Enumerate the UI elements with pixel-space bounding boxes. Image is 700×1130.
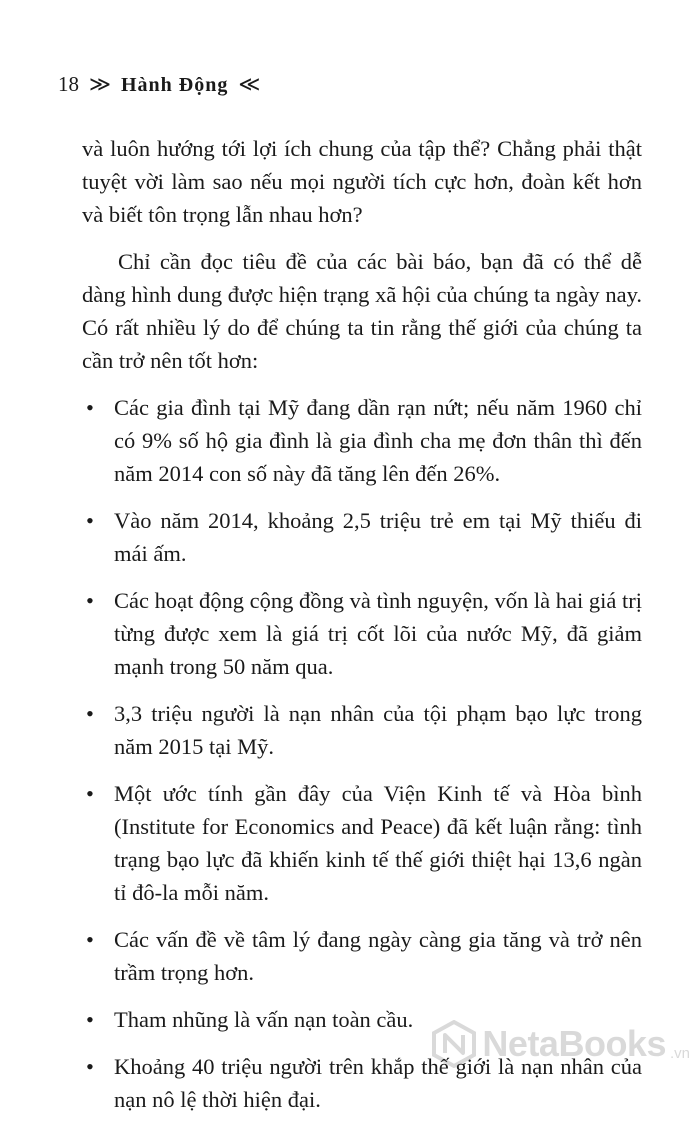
watermark <box>430 1020 690 1068</box>
chapter-title: Hành Động <box>120 74 229 96</box>
bullet-icon: • <box>86 1054 94 1079</box>
list-item <box>82 923 642 989</box>
watermark-domain-suffix: .vn <box>669 1045 690 1062</box>
bullet-icon: • <box>86 1007 94 1032</box>
paragraph: Chỉ cần đọc tiêu đề của các bài báo, bạn đã có thể dễ dàng hình dung được hiện trạng xã hội của chúng ta ngày nay. Có rất nhiều lý do để chúng ta tin rằng thế giới của chúng ta cần trở nên tốt hơn: <box>82 249 642 373</box>
list-item-text: Vào năm 2014, khoảng 2,5 triệu trẻ em tại Mỹ thiếu đi mái ấm. <box>114 508 642 566</box>
list-item-text: Các gia đình tại Mỹ đang dần rạn nứt; nếu năm 1960 chỉ có 9% số hộ gia đình là gia đình cha mẹ đơn thân thì đến năm 2014 con số này đã tăng lên đến 26%. <box>114 395 642 486</box>
paragraph: và luôn hướng tới lợi ích chung của tập thể? Chẳng phải thật tuyệt vời làm sao nếu mọi người tích cực hơn, đoàn kết hơn và biết tôn trọng lẫn nhau hơn? <box>82 136 642 227</box>
list-item <box>82 504 642 570</box>
bullet-icon: • <box>86 927 94 952</box>
list-item <box>82 584 642 683</box>
bullet-list <box>82 391 642 1116</box>
list-item <box>82 777 642 909</box>
list-item-text: Tham nhũng là vấn nạn toàn cầu. <box>114 1007 414 1032</box>
list-item <box>82 697 642 763</box>
bullet-icon: • <box>86 701 94 726</box>
page-number: 18 <box>58 72 79 96</box>
chapter-mark-right: ≪ <box>238 72 261 96</box>
bullet-icon: • <box>86 588 94 613</box>
bullet-icon: • <box>86 781 94 806</box>
list-item-text: Một ước tính gần đây của Viện Kinh tế và Hòa bình (Institute for Economics and Peace) đã kết luận rằng: tình trạng bạo lực đã khiến kinh tế thế giới thiệt hại 13,6 ngàn tỉ đô-la mỗi năm. <box>114 781 642 905</box>
page-body <box>82 132 642 1130</box>
list-item <box>82 391 642 490</box>
bullet-icon: • <box>86 395 94 420</box>
list-item-text: 3,3 triệu người là nạn nhân của tội phạm bạo lực trong năm 2015 tại Mỹ. <box>114 701 642 759</box>
netabooks-logo-icon <box>430 1020 478 1068</box>
list-item-text: Khoảng 40 triệu người trên khắp thế giới là nạn nhân của nạn nô lệ thời hiện đại. <box>114 1054 642 1112</box>
list-item-text: Các hoạt động cộng đồng và tình nguyện, vốn là hai giá trị từng được xem là giá trị cốt lõi của nước Mỹ, đã giảm mạnh trong 50 năm qua. <box>114 588 643 679</box>
bullet-icon: • <box>86 508 94 533</box>
chapter-mark-left: ≫ <box>89 72 111 96</box>
running-header <box>58 72 260 97</box>
watermark-brand: NetaBooks <box>482 1023 666 1064</box>
list-item-text: Các vấn đề về tâm lý đang ngày càng gia tăng và trở nên trầm trọng hơn. <box>114 927 642 985</box>
